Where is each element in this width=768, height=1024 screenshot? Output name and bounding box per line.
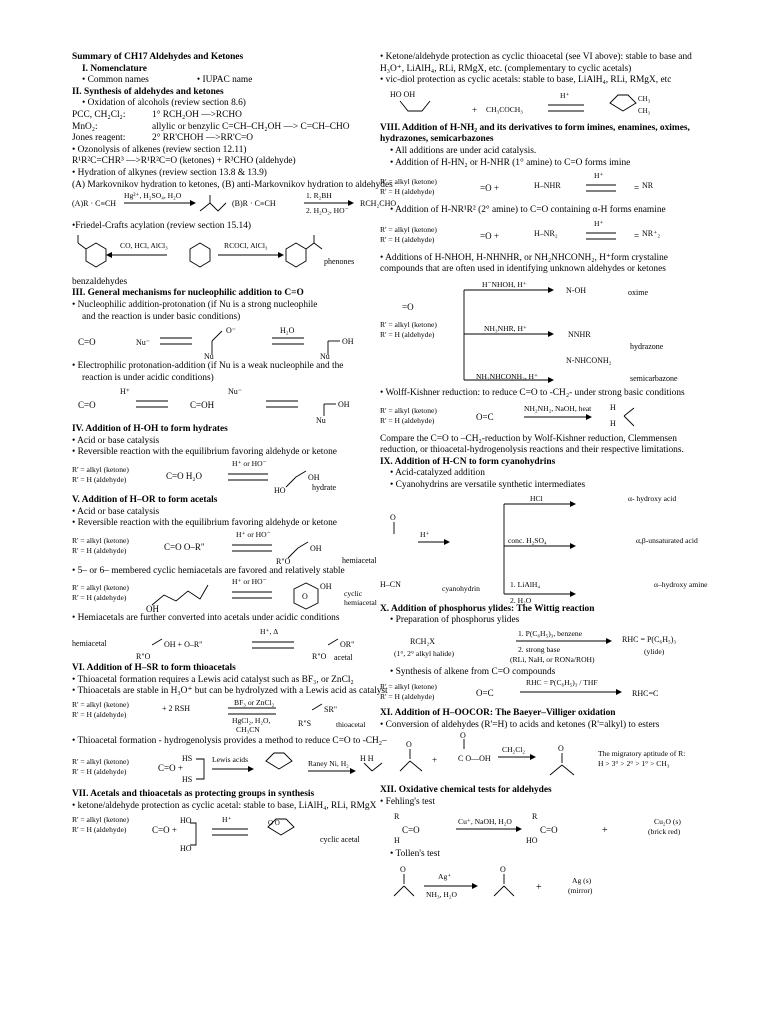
r-aldehyde-note: R' = H (aldehyde) bbox=[380, 234, 435, 244]
acetone-reagent: CH₃COCH₃ bbox=[486, 104, 523, 114]
ylide-preparation-bullet: • Preparation of phosphorus ylides bbox=[390, 615, 520, 626]
pcc-reaction: 1° RCH₂OH —>RCHO bbox=[152, 109, 242, 120]
derivatives-drawing bbox=[380, 276, 710, 388]
migratory-aptitude-order: H > 3° > 2° > 1° > CH₃ bbox=[598, 759, 670, 769]
enamine-scheme bbox=[380, 217, 710, 253]
svg-text:OH: OH bbox=[320, 582, 332, 592]
r-aldehyde-note: R' = H (aldehyde) bbox=[72, 593, 127, 603]
svg-text:H H: H H bbox=[360, 754, 374, 764]
svg-text:+: + bbox=[432, 755, 438, 766]
section-10-heading: X. Addition of phosphorus ylides: The Wittig reaction bbox=[380, 603, 595, 614]
svg-text:C=O +: C=O + bbox=[152, 824, 177, 835]
imine-scheme bbox=[380, 169, 710, 205]
ylide-step2: 2. strong base bbox=[518, 644, 560, 654]
svg-text:=: = bbox=[634, 230, 640, 241]
hydrazone-conditions: NH₃NHR, H⁺ bbox=[484, 323, 527, 333]
svg-text:OR": OR" bbox=[340, 640, 355, 650]
reduction-step1: 1. LiAlH₄ bbox=[510, 579, 541, 589]
baeyer-villiger-solvent: CH₂Cl₂ bbox=[502, 745, 526, 755]
r-ketone-note: R' = alkyl (ketone) bbox=[72, 465, 129, 475]
svg-text:Nu⁻: Nu⁻ bbox=[228, 387, 242, 397]
svg-text:=: = bbox=[634, 183, 640, 194]
primary-amine: H–NHR bbox=[534, 181, 561, 191]
svg-text:R"O: R"O bbox=[136, 652, 151, 662]
svg-text:CH₃: CH₃ bbox=[638, 94, 651, 103]
cyclic-hemiacetal-conditions: H⁺ or HO⁻ bbox=[232, 577, 267, 587]
section-7-heading: VII. Acetals and thioacetals as protecting groups in synthesis bbox=[72, 789, 315, 800]
thioacetal-reverse-conditions: HgCl₂, H₂O, bbox=[232, 715, 271, 725]
wittig-alkene-bullet: • Synthesis of alkene from C=O compounds bbox=[390, 666, 556, 677]
wittig-conditions: RHC = P(C₆H₅)₃ / THF bbox=[526, 678, 598, 688]
r-ketone-note: R' = alkyl (ketone) bbox=[380, 319, 437, 329]
hcn-reagent: H–CN bbox=[380, 579, 401, 589]
lewis-acids-conditions: Lewis acids bbox=[212, 755, 249, 765]
tollen-conditions: NH₃, H₂O bbox=[426, 890, 458, 900]
svg-text:R"O: R"O bbox=[312, 652, 327, 662]
oxime-product: N-OH bbox=[566, 285, 586, 295]
common-names: • Common names bbox=[82, 75, 149, 86]
section-9-heading: IX. Addition of H-CN to form cyanohydrins bbox=[380, 456, 556, 467]
svg-text:C=O: C=O bbox=[402, 824, 420, 835]
svg-text:H: H bbox=[610, 402, 616, 412]
svg-text:OH: OH bbox=[310, 543, 322, 553]
svg-text:HO: HO bbox=[274, 486, 286, 496]
gattermann-koch-conditions: CO, HCl, AlCl₃ bbox=[120, 240, 168, 250]
ylide-base-options: (RLi, NaH, or RONa/ROH) bbox=[510, 654, 595, 664]
oxime-conditions: H⁻NHOH, H⁺ bbox=[482, 279, 527, 289]
unsaturated-acid-label: α,β-unsaturated acid bbox=[636, 535, 698, 545]
svg-text:HO OH: HO OH bbox=[390, 89, 416, 99]
alkyl-halide: RCH₂X bbox=[410, 636, 436, 646]
svg-text:C=O O–R": C=O O–R" bbox=[164, 541, 205, 552]
acid-catalysis-bullet: • All additions are under acid catalysis. bbox=[390, 145, 537, 156]
section-4-heading: IV. Addition of H-OH to form hydrates bbox=[72, 424, 228, 435]
svg-text:R"S: R"S bbox=[298, 718, 312, 728]
brick-red-label: (brick red) bbox=[648, 826, 681, 836]
cyanohydrin-scheme bbox=[380, 492, 710, 604]
imine-product: NR bbox=[642, 181, 654, 191]
hydroxy-acid-label: α- hydroxy acid bbox=[628, 493, 677, 503]
rsh-reagent: + 2 RSH bbox=[162, 703, 191, 713]
cyanohydrin-bullet-1: • Acid-catalyzed addition bbox=[390, 468, 485, 479]
right-column bbox=[380, 52, 710, 906]
hydration-a-conditions: Hg²⁺, H₂SO₄, H₂O bbox=[124, 191, 182, 201]
iupac-name: • IUPAC name bbox=[196, 75, 253, 86]
alkyne-b: (B)R · C≡CH bbox=[232, 199, 276, 209]
svg-text:O: O bbox=[302, 592, 308, 602]
acetal-conversion-bullet: • Hemiacetals are further converted into acetals under acidic conditions bbox=[72, 613, 340, 624]
mno2-reagent: MnO₂: bbox=[72, 121, 98, 132]
jones-reagent: Jones reagent: bbox=[72, 133, 126, 144]
imine-conditions: H⁺ bbox=[594, 171, 604, 181]
svg-text:OH: OH bbox=[308, 473, 320, 483]
r-aldehyde-note: R' = H (aldehyde) bbox=[72, 475, 127, 485]
semicarbazone-conditions: NH₂NHCONH₂, H⁺ bbox=[476, 371, 539, 381]
ylide-step1: 1. P(C₆H₅)₃, benzene bbox=[518, 628, 583, 638]
acylation-conditions: RCOCl, AlCl₃ bbox=[224, 240, 268, 250]
svg-text:C=O: C=O bbox=[78, 400, 96, 411]
svg-text:O: O bbox=[406, 740, 412, 750]
r-ketone-note: R' = alkyl (ketone) bbox=[72, 583, 129, 593]
alkyl-halide-note: (1°, 2° alkyl halide) bbox=[394, 648, 455, 658]
semicarbazone-label: semicarbazone bbox=[630, 373, 678, 383]
svg-text:HO: HO bbox=[180, 815, 192, 825]
tollen-drawing bbox=[380, 860, 710, 906]
fehling-conditions: Cu⁺, NaOH, H₂O bbox=[458, 816, 512, 826]
svg-text:O: O bbox=[500, 865, 506, 875]
svg-text:O: O bbox=[390, 512, 396, 522]
wolff-kishner-bullet: • Wolff-Kishner reduction: to reduce C=O to -CH₂- under strong basic conditions bbox=[380, 387, 685, 398]
svg-text:SR": SR" bbox=[324, 704, 338, 714]
mno2-reaction: allylic or benzylic C=CH–CH₂OH —> C=CH–CHO bbox=[152, 121, 350, 132]
acetal-protection-bullet: • ketone/aldehyde protection as cyclic acetal: stable to base, LiAlH₄, RLi, RMgX bbox=[72, 801, 377, 811]
dehydration-conditions: conc. H₂SO₄ bbox=[508, 535, 547, 545]
reduction-step2: 2. H₂O bbox=[510, 595, 532, 605]
svg-text:O: O bbox=[460, 731, 466, 741]
section-11-heading: XI. Addition of H–OOCOR: The Baeyer–Villiger oxidation bbox=[380, 708, 616, 719]
hemiacetal-label: hemiacetal bbox=[342, 555, 377, 565]
hydrogenolysis-bullet: • Thioacetal formation - hydrogenolysis provides a method to reduce C=O to -CH₂– bbox=[72, 735, 387, 746]
enamine-product: NR⁺₂ bbox=[642, 228, 661, 238]
aldehyde-product: RCH₂CHO bbox=[360, 199, 397, 209]
svg-text:C=O H₂O: C=O H₂O bbox=[166, 471, 202, 482]
thioacetal-bullet-1: • Thioacetal formation requires a Lewis acid catalyst such as BF₃, or ZnCl₂ bbox=[72, 674, 354, 685]
enamine-bullet: • Addition of H-NR¹R² (2° amine) to C=O containing α-H forms enamine bbox=[390, 205, 666, 216]
svg-text:H₂O: H₂O bbox=[280, 326, 295, 336]
svg-text:O O: O O bbox=[268, 818, 280, 827]
svg-text:H⁺: H⁺ bbox=[120, 387, 130, 397]
svg-text:RHC=C: RHC=C bbox=[632, 689, 659, 699]
svg-text:O: O bbox=[558, 744, 564, 754]
cyanohydrin-bullet-2: • Cyanohydrins are versatile synthetic intermediates bbox=[390, 479, 586, 490]
acetal-bullet-2: • Reversible reaction with the equilibrium favoring aldehyde or ketone bbox=[72, 518, 337, 529]
hydroxy-amine-label: α–hydroxy amine bbox=[654, 579, 708, 589]
copper-oxide-product: Cu₂O (s) bbox=[654, 816, 681, 826]
section-2-heading: II. Synthesis of aldehydes and ketones bbox=[72, 86, 224, 97]
svg-text:HO: HO bbox=[526, 835, 538, 845]
reduction-comparison: Compare the C=O to –CH₂-reduction by Wolf-Kishner reduction, Clemmensen reduction, or thioacetal-hydrogenolysis reactions and their respective limitations. bbox=[380, 433, 684, 456]
tollen-test-label: • Tollen's test bbox=[390, 848, 440, 859]
svg-text:O⁻: O⁻ bbox=[226, 326, 236, 336]
r-aldehyde-note: R' = H (aldehyde) bbox=[380, 187, 435, 197]
enamine-conditions: H⁺ bbox=[594, 218, 604, 228]
hydrolysis-conditions: HCl bbox=[530, 493, 543, 503]
svg-text:+: + bbox=[472, 104, 478, 115]
r-aldehyde-note: R' = H (aldehyde) bbox=[380, 329, 435, 339]
r-aldehyde-note: R' = H (aldehyde) bbox=[72, 545, 127, 555]
r-aldehyde-note: R' = H (aldehyde) bbox=[380, 692, 435, 702]
derivatives-bullet: • Additions of H-NHOH, H-NHNHR, or NH₂NHCONH₂, H⁺form crystaline compounds that are often used in identifying unknown aldehydes or ketones bbox=[380, 252, 668, 275]
thioacetal-protection-bullet: • Ketone/aldehyde protection as cyclic thioacetal (see VI above): stable to base and H₃O⁺, LiAlH₄, RLi, RMgX, etc. (complementary to cyclic acetals) bbox=[380, 52, 692, 74]
r-ketone-note: R' = alkyl (ketone) bbox=[380, 682, 437, 692]
diol-protection-drawing bbox=[380, 87, 710, 123]
svg-text:=O +: =O + bbox=[480, 183, 499, 194]
svg-text:C=O: C=O bbox=[540, 824, 558, 835]
r-aldehyde-note: R' = H (aldehyde) bbox=[72, 767, 127, 777]
pcc-reagent: PCC, CH₂Cl₂: bbox=[72, 109, 126, 120]
svg-text:HS: HS bbox=[182, 754, 193, 764]
oxime-label: oxime bbox=[628, 287, 648, 297]
svg-text:H: H bbox=[394, 835, 400, 845]
tollen-scheme bbox=[380, 860, 710, 906]
svg-text:R"O: R"O bbox=[276, 556, 291, 566]
baeyer-villiger-bullet: • Conversion of aldehydes (R'=H) to acids and ketones (R'=alkyl) to esters bbox=[380, 719, 660, 730]
section-3-heading: III. General mechanisms for nucleophilic addition to C=O bbox=[72, 288, 304, 299]
hydrate-bullet-2: • Reversible reaction with the equilibrium favoring aldehyde or ketone bbox=[72, 447, 337, 458]
section-12-heading: XII. Oxidative chemical tests for aldehydes bbox=[380, 785, 552, 796]
hydrazone-label: hydrazone bbox=[630, 341, 664, 351]
wolff-kishner-scheme bbox=[380, 400, 710, 434]
ozonolysis-bullet: • Ozonolysis of alkenes (review section 12.11) bbox=[72, 144, 247, 155]
section-8-heading: VIII. Addition of H-NH₂ and its derivatives to form imines, enamines, oximes, hydrazones, semicarbazones bbox=[380, 122, 690, 145]
hydroboration-step2: 2. H₂O₂, HO⁻ bbox=[306, 206, 349, 216]
r-aldehyde-note: R' = H (aldehyde) bbox=[72, 824, 127, 834]
acetal-bullet-1: • Acid or base catalysis bbox=[72, 506, 160, 517]
ylide-scheme bbox=[380, 627, 710, 667]
semicarbazone-product: N-NHCONH₂ bbox=[566, 355, 612, 365]
svg-text:O: O bbox=[400, 865, 406, 875]
hydration-bullet: • Hydration of alkynes (review section 13.8 & 13.9) bbox=[72, 167, 267, 178]
section-1-heading: I. Nomenclature bbox=[82, 63, 147, 74]
cyanohydrin-label: cyanohydrin bbox=[442, 583, 480, 593]
cyclic-acetal-label: cyclic acetal bbox=[320, 834, 360, 844]
mirror-label: (mirror) bbox=[568, 886, 593, 896]
svg-text:C=O +: C=O + bbox=[158, 763, 183, 774]
svg-text:=O: =O bbox=[402, 301, 414, 312]
alkyne-a: (A)R · C≡CH bbox=[72, 199, 117, 209]
r-ketone-note: R' = alkyl (ketone) bbox=[72, 535, 129, 545]
thioacetal-label: thioacetal bbox=[336, 719, 366, 729]
electrophilic-addition-cont: reaction is under acidic conditions) bbox=[82, 372, 214, 383]
section-6-heading: VI. Addition of H–SR to form thioacetals bbox=[72, 663, 236, 674]
svg-text:Nu⁻: Nu⁻ bbox=[136, 338, 150, 348]
nucleophilic-addition-bullet: • Nucleophilic addition-protonation (if Nu is a strong nucleophile bbox=[72, 299, 318, 310]
r-aldehyde-note: R' = H (aldehyde) bbox=[380, 415, 435, 425]
svg-text:O=C: O=C bbox=[476, 411, 494, 422]
svg-text:OH: OH bbox=[342, 337, 354, 347]
r-ketone-note: R' = alkyl (ketone) bbox=[380, 405, 437, 415]
svg-text:C=O: C=O bbox=[78, 337, 96, 348]
svg-text:R: R bbox=[394, 811, 400, 821]
svg-text:OH: OH bbox=[338, 400, 350, 410]
acetal-conditions: H⁺, Δ bbox=[260, 627, 279, 637]
svg-text:Nu: Nu bbox=[320, 352, 330, 362]
derivatives-scheme bbox=[380, 276, 710, 388]
svg-text:+: + bbox=[602, 824, 608, 836]
diol-protection-bullet: • vic-diol protection as cyclic acetals: stable to base, LiAlH₄, RLi, RMgX, etc bbox=[380, 75, 672, 86]
oxidation-bullet: • Oxidation of alcohols (review section 8.6) bbox=[82, 98, 246, 109]
svg-text:C=OH: C=OH bbox=[190, 400, 215, 411]
svg-text:HS: HS bbox=[182, 775, 193, 785]
r-ketone-note: R' = alkyl (ketone) bbox=[72, 757, 129, 767]
cyclic-hemiacetal-bullet: • 5– or 6– membered cyclic hemiacetals are favored and relatively stable bbox=[72, 565, 345, 576]
r-ketone-note: R' = alkyl (ketone) bbox=[380, 224, 437, 234]
hydrate-bullet-1: • Acid or base catalysis bbox=[72, 435, 160, 446]
svg-text:=O +: =O + bbox=[480, 230, 499, 241]
hydrazone-product: NNHR bbox=[568, 329, 591, 339]
svg-text:C O—OH: C O—OH bbox=[458, 754, 491, 764]
silver-product: Ag (s) bbox=[572, 876, 592, 886]
section-5-heading: V. Addition of H–OR to form acetals bbox=[72, 495, 218, 506]
svg-text:CH₃: CH₃ bbox=[638, 106, 651, 115]
hydrate-conditions: H⁺ or HO⁻ bbox=[232, 459, 267, 469]
benzaldehydes-label: benzaldehydes bbox=[72, 276, 128, 287]
svg-text:HO: HO bbox=[180, 843, 192, 853]
hemiacetal-start: hemiacetal bbox=[72, 639, 107, 649]
migratory-aptitude-label: The migratory aptitude of R: bbox=[598, 749, 686, 759]
ylide-label: (ylide) bbox=[644, 646, 665, 656]
acetal-label: acetal bbox=[334, 653, 353, 663]
page-title: Summary of CH17 Aldehydes and Ketones bbox=[72, 52, 244, 62]
thioacetal-bullet-2: • Thioacetals are stable in H₃O⁺ but can be hydrolyzed with a Lewis acid as catalyst bbox=[72, 686, 388, 697]
baeyer-villiger-scheme bbox=[380, 731, 710, 785]
fehling-test-label: • Fehling's test bbox=[380, 797, 435, 808]
thioacetal-reverse-solvent: CH₃CN bbox=[236, 724, 260, 734]
svg-text:OH: OH bbox=[146, 604, 159, 615]
hydrate-label: hydrate bbox=[312, 483, 336, 493]
svg-text:Nu: Nu bbox=[316, 416, 326, 426]
cyclic-acetal-conditions: H⁺ bbox=[222, 814, 232, 824]
svg-text:H: H bbox=[610, 418, 616, 428]
svg-text:O=C: O=C bbox=[476, 688, 494, 699]
phenones-label: phenones bbox=[324, 256, 355, 266]
wolff-kishner-conditions: NH₂NH₂, NaOH, heat bbox=[524, 403, 592, 413]
hydroboration-step1: 1. R₂BH bbox=[306, 191, 332, 201]
r-ketone-note: R' = alkyl (ketone) bbox=[380, 177, 437, 187]
imine-bullet: • Addition of H-HN₂ or H-NHR (1° amine) to C=O forms imine bbox=[390, 157, 631, 168]
svg-text:+: + bbox=[536, 882, 542, 894]
tollen-silver-reagent: Ag⁺ bbox=[438, 872, 452, 882]
friedel-crafts-bullet: •Friedel-Crafts acylation (review section 15.14) bbox=[72, 221, 252, 232]
cyclic-hemiacetal-label: cyclic hemiacetal bbox=[344, 589, 377, 608]
r-aldehyde-note: R' = H (aldehyde) bbox=[72, 709, 127, 719]
baeyer-villiger-drawing bbox=[380, 731, 710, 785]
diol-protection-conditions: H⁺ bbox=[560, 90, 570, 100]
ozonolysis-reaction: R¹R²C=CHR³ —>R¹R²C=O (ketones) + R³CHO (aldehyde) bbox=[72, 156, 296, 167]
raney-nickel-conditions: Raney Ni, H₂ bbox=[308, 759, 349, 769]
nucleophilic-addition-cont: and the reaction is under basic conditions) bbox=[82, 311, 241, 322]
svg-text:OH + O–R": OH + O–R" bbox=[164, 640, 203, 650]
hydration-types: (A) Markovnikov hydration to ketones, (B) anti-Markovnikov hydration to aldehydes bbox=[72, 179, 393, 190]
diol-protection-scheme bbox=[380, 87, 710, 123]
cyanohydrin-conditions: H⁺ bbox=[420, 529, 430, 539]
svg-text:R: R bbox=[532, 811, 538, 821]
ylide-product: RHC = P(C₆H₅)₃ bbox=[622, 634, 677, 644]
thioacetal-forward-conditions: BF₃ or ZnCl₂ bbox=[234, 697, 275, 707]
r-ketone-note: R' = alkyl (ketone) bbox=[72, 699, 129, 709]
fehling-scheme bbox=[380, 809, 710, 849]
svg-text:Nu: Nu bbox=[204, 352, 214, 362]
r-ketone-note: R' = alkyl (ketone) bbox=[72, 814, 129, 824]
secondary-amine: H–NR₂ bbox=[534, 228, 558, 238]
jones-reaction: 2° RR'CHOH —>RR'C=O bbox=[152, 133, 254, 144]
electrophilic-addition-bullet: • Electrophilic protonation-addition (if Nu is a weak nucleophile and the bbox=[72, 361, 344, 372]
wittig-scheme bbox=[380, 678, 710, 708]
hemiacetal-conditions: H⁺ or HO⁻ bbox=[236, 529, 271, 539]
